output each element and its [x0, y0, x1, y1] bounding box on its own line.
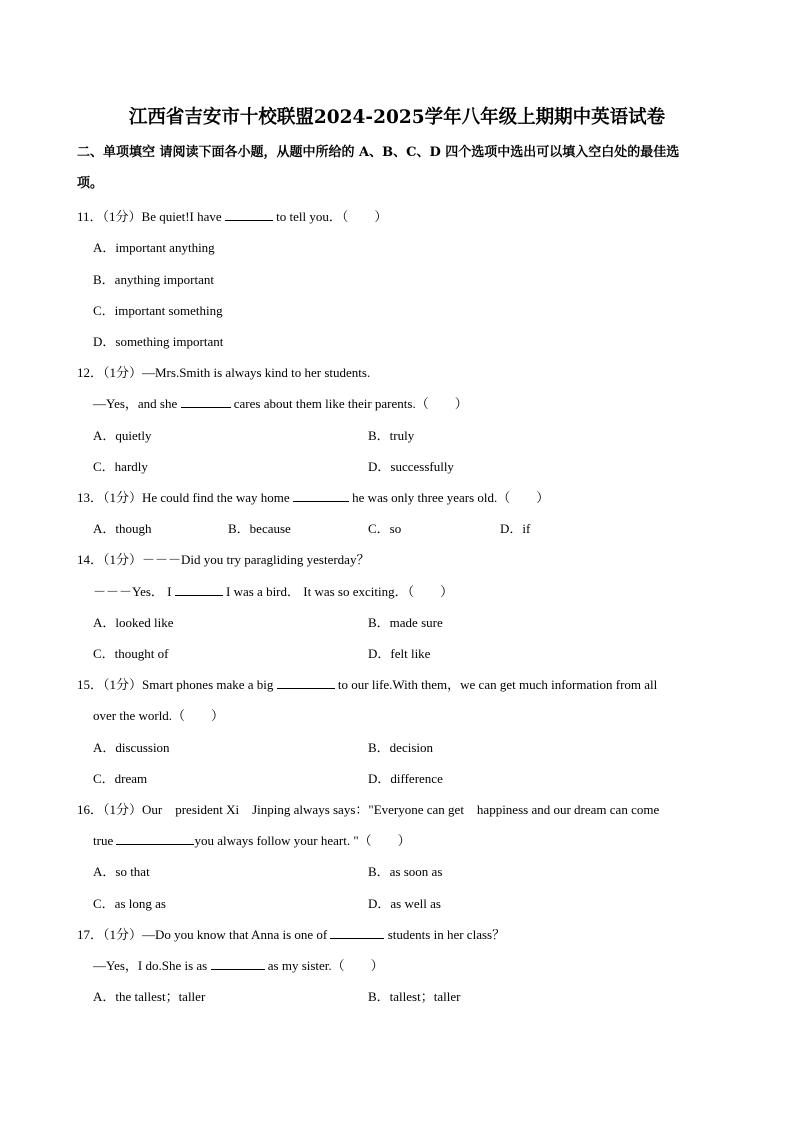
question-16-line1: 16．（1分）Our president Xi Jinping always says："Everyone can get happiness and our dream can come	[77, 802, 660, 817]
question-16-stem	[93, 830, 411, 849]
answer-blank	[116, 832, 194, 845]
question-12-stem	[93, 393, 468, 412]
question-14-text-a: －－－Yes． I	[93, 584, 175, 599]
question-13-text-b: he was only three years old.（ ）	[348, 490, 550, 505]
question-15-option-d: D．difference	[368, 771, 443, 786]
question-13-option-a: A．though	[93, 521, 152, 536]
question-13-stem	[77, 487, 549, 506]
question-15-option-c: C．dream	[93, 771, 148, 786]
question-14-option-b: B．made sure	[368, 615, 443, 630]
question-12-option-b: B．truly	[368, 428, 415, 443]
question-12-option-a: A．quietly	[93, 428, 152, 443]
section-instructions	[77, 137, 727, 199]
question-12-text-b: cares about them like their parents.（ ）	[230, 396, 468, 411]
question-15-option-b: B．decision	[368, 740, 433, 755]
question-13-text-a: 13．（1分）He could find the way home	[77, 490, 293, 505]
answer-blank	[277, 676, 335, 689]
question-17-text-d: as my sister.（ ）	[264, 958, 384, 973]
question-14-option-a: A．looked like	[93, 615, 174, 630]
question-14-stem	[93, 581, 453, 600]
question-17-text-b: students in her class？	[384, 927, 506, 942]
question-15-text-b: to our life.With them，we can get much information from all	[334, 677, 658, 692]
question-17-option-a: A．the tallest；taller	[93, 989, 206, 1004]
question-15-stem	[77, 674, 657, 693]
answer-blank	[293, 489, 349, 502]
question-16-option-a: A．so that	[93, 864, 150, 879]
question-12-line1: 12．（1分）—Mrs.Smith is always kind to her students.	[77, 365, 371, 380]
question-17-text-a: 17．（1分）—Do you know that Anna is one of	[77, 927, 331, 942]
answer-blank	[175, 583, 223, 596]
question-11-text-b: to tell you．（ ）	[272, 209, 388, 224]
question-15-text-a: 15．（1分）Smart phones make a big	[77, 677, 277, 692]
answer-blank	[330, 926, 384, 939]
question-14-text-b: I was a bird． It was so exciting．（ ）	[222, 584, 454, 599]
question-11-stem	[77, 206, 387, 225]
answer-blank	[225, 208, 273, 221]
question-16-option-c: C．as long as	[93, 896, 166, 911]
question-15-line2: over the world.（ ）	[93, 708, 225, 723]
question-12-option-c: C．hardly	[93, 459, 148, 474]
question-13-option-c: C．so	[368, 521, 402, 536]
question-16-option-b: B．as soon as	[368, 864, 443, 879]
answer-blank	[211, 957, 265, 970]
question-16-text-b: you always follow your heart. "（ ）	[194, 833, 411, 848]
question-14-option-c: C．thought of	[93, 646, 169, 661]
question-14-line1: 14．（1分）－－－Did you try paragliding yesterday？	[77, 552, 370, 567]
question-11-option-d: D．something important	[93, 334, 224, 349]
question-15-option-a: A．discussion	[93, 740, 170, 755]
question-17-option-b: B．tallest；taller	[368, 989, 461, 1004]
question-14-option-d: D．felt like	[368, 646, 431, 661]
question-17-stem	[77, 924, 505, 943]
question-17-line2	[93, 955, 384, 974]
question-17-text-c: —Yes，I do.She is as	[93, 958, 211, 973]
question-11-text-a: 11．（1分）Be quiet!I have	[77, 209, 225, 224]
answer-blank	[181, 395, 231, 408]
question-13-option-b: B．because	[228, 521, 291, 536]
section-instructions-line1: 二、单项填空 请阅读下面各小题，从题中所给的 A、B、C、D 四个选项中选出可以填入空白处的最佳选	[77, 145, 680, 160]
question-12-text-a: —Yes，and she	[93, 396, 181, 411]
question-13-option-d: D．if	[500, 521, 531, 536]
question-11-option-b: B．anything important	[93, 272, 214, 287]
question-11-option-a: A．important anything	[93, 240, 215, 255]
question-16-option-d: D．as well as	[368, 896, 441, 911]
section-instructions-line2: 项。	[77, 176, 104, 191]
page-title: 江西省吉安市十校联盟2024-2025学年八年级上期期中英语试卷	[128, 107, 666, 128]
question-16-text-a: true	[93, 833, 117, 848]
question-12-option-d: D．successfully	[368, 459, 454, 474]
question-11-option-c: C．important something	[93, 303, 223, 318]
